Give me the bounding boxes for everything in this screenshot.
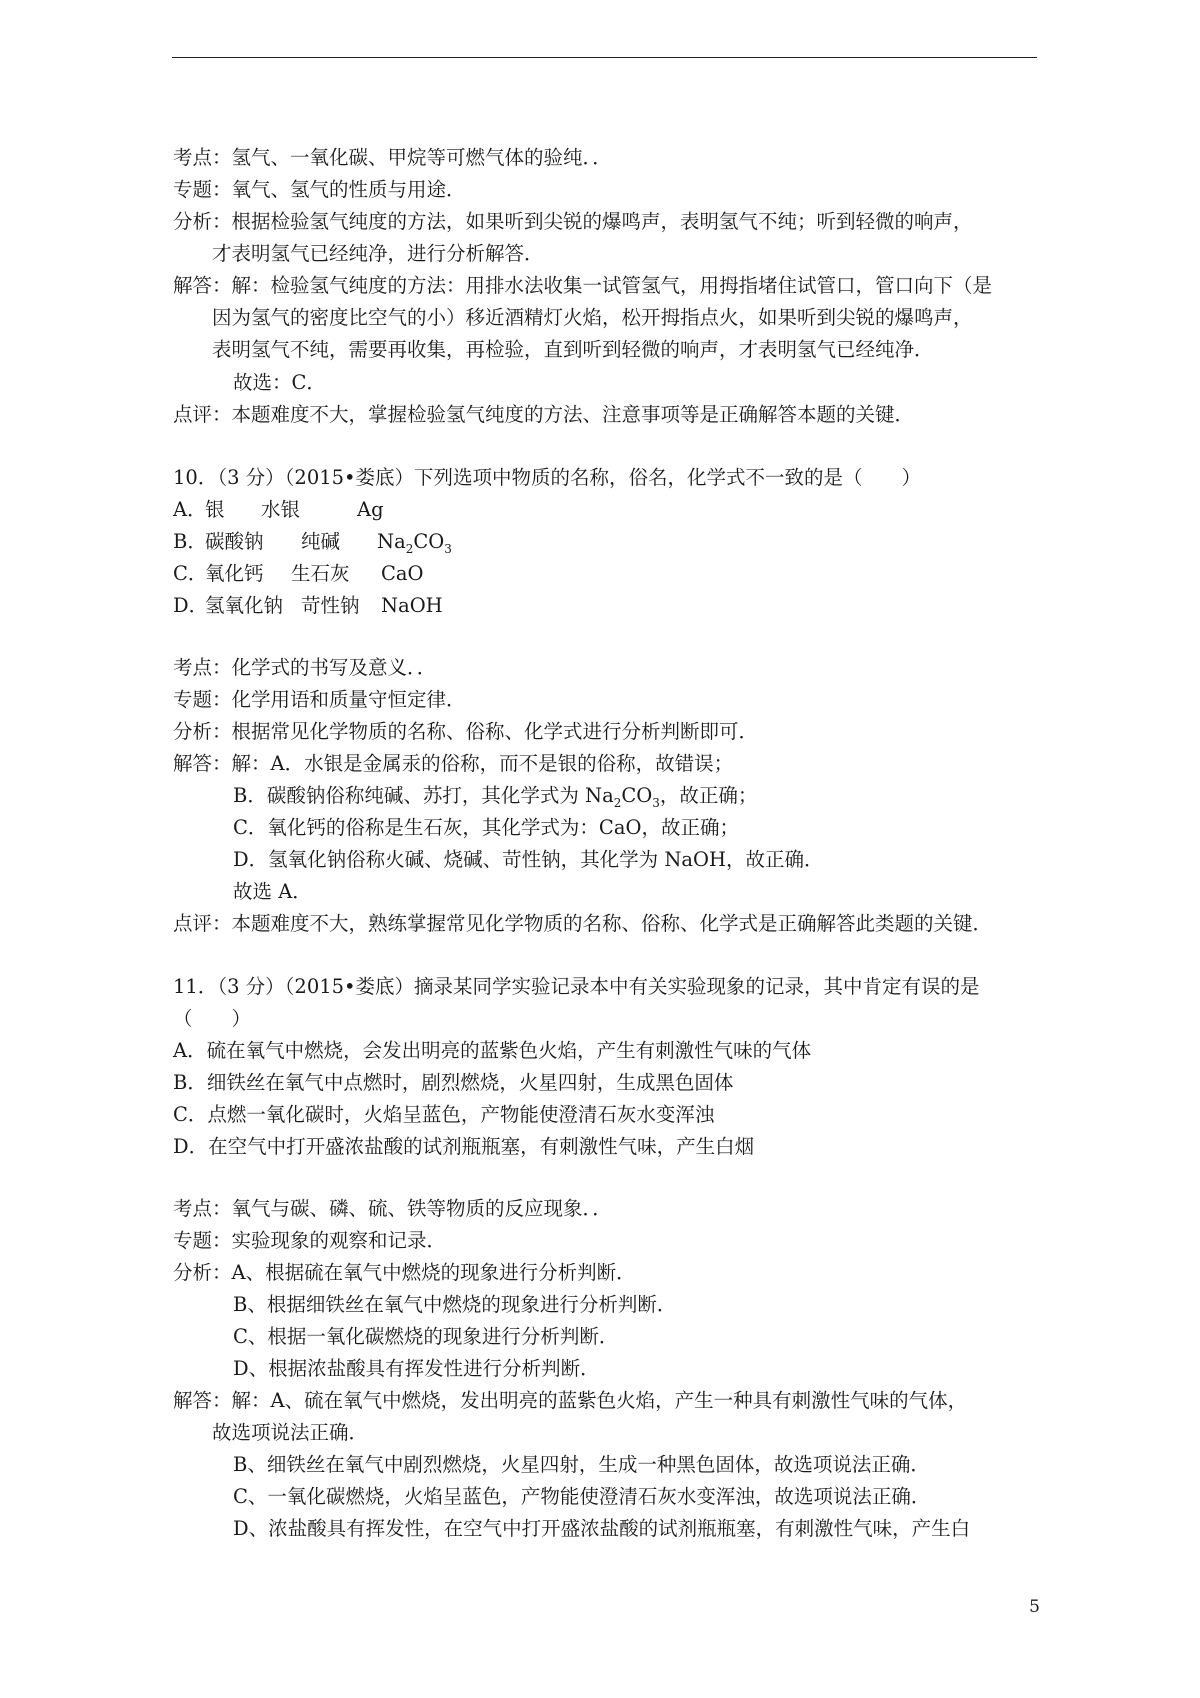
q11-jieda-line3: B、细铁丝在氧气中剧烈燃烧，火星四射，生成一种黑色固体，故选项说法正确．: [233, 1453, 930, 1476]
page-number: 5: [1029, 1597, 1040, 1617]
q10-jieda-line4: D．氢氧化钠俗称火碱、烧碱、苛性钠，其化学为 NaOH，故正确．: [233, 848, 824, 871]
q10-jieda-line3: C．氧化钙的俗称是生石灰，其化学式为：CaO，故正确；: [233, 816, 739, 839]
header-rule: [172, 57, 1037, 58]
q10-jieda-line2: B．碳酸钠俗称纯碱、苏打，其化学式为 $Na_2CO_3$，故正确；: [233, 784, 758, 810]
q11-jieda-line5: D、浓盐酸具有挥发性，在空气中打开盛浓盐酸的试剂瓶瓶塞，有刺激性气味，产生白: [233, 1517, 971, 1540]
option-common-name: 水银: [261, 498, 301, 521]
q11-fenxi-line3: C、根据一氧化碳燃烧的现象进行分析判断．: [233, 1325, 619, 1348]
q11-stem-line2: （ ）: [173, 1007, 252, 1030]
q9-fenxi-line2: 才表明氢气已经纯净，进行分析解答．: [212, 242, 544, 265]
q9-jieda-line3: 表明氢气不纯，需要再收集，再检验，直到听到轻微的响声，才表明氢气已经纯净．: [212, 338, 934, 361]
q10-jieda-line5: 故选 A．: [233, 880, 312, 903]
q11-zhuanti: 专题：实验现象的观察和记录．: [173, 1229, 447, 1252]
q11-fenxi-line1: 分析：A、根据硫在氧气中燃烧的现象进行分析判断．: [173, 1261, 636, 1284]
option-name: 氢氧化钠: [205, 594, 284, 617]
q11-option-c: C．点燃一氧化碳时，火焰呈蓝色，产物能使澄清石灰水变浑浊: [173, 1103, 715, 1126]
q10-jieda-line1: 解答：解：A．水银是金属汞的俗称，而不是银的俗称，故错误；: [173, 752, 734, 775]
q11-jieda-line2: 故选项说法正确．: [212, 1421, 369, 1444]
q9-kaodian: 考点：氢气、一氧化碳、甲烷等可燃气体的验纯．．: [173, 146, 612, 169]
q11-fenxi-line2: B、根据细铁丝在氧气中燃烧的现象进行分析判断．: [233, 1293, 677, 1316]
q10-option-a: [173, 498, 384, 522]
option-formula: CaO: [381, 562, 424, 585]
q10-zhuanti: 专题：化学用语和质量守恒定律．: [173, 688, 466, 711]
q10-option-d: [173, 594, 443, 618]
q11-kaodian: 考点：氧气与碳、磷、硫、铁等物质的反应现象．．: [173, 1197, 612, 1220]
q9-jieda-line1: 解答：解：检验氢气纯度的方法：用排水法收集一试管氢气，用拇指堵住试管口，管口向下（是: [173, 274, 993, 297]
q10-fenxi: 分析：根据常见化学物质的名称、俗称、化学式进行分析判断即可．: [173, 720, 759, 743]
q10-option-b: [173, 530, 452, 561]
option-letter: A．: [173, 498, 207, 521]
option-letter: B．: [173, 530, 207, 553]
option-common-name: 纯碱: [301, 530, 341, 553]
q11-jieda-line1: 解答：解：A、硫在氧气中燃烧，发出明亮的蓝紫色火焰，产生一种具有刺激性气味的气体，: [173, 1389, 968, 1412]
q9-dianping: 点评：本题难度不大，掌握检验氢气纯度的方法、注意事项等是正确解答本题的关键．: [173, 403, 915, 426]
q9-zhuanti: 专题：氧气、氢气的性质与用途．: [173, 178, 466, 201]
option-common-name: 生石灰: [291, 562, 350, 585]
option-letter: D．: [173, 594, 209, 617]
q10-kaodian: 考点：化学式的书写及意义．．: [173, 656, 437, 679]
q10-option-c: [173, 562, 424, 586]
q10-dianping: 点评：本题难度不大，熟练掌握常见化学物质的名称、俗称、化学式是正确解答此类题的关键．: [173, 912, 993, 935]
q11-option-b: B．细铁丝在氧气中点燃时，剧烈燃烧，火星四射，生成黑色固体: [173, 1071, 734, 1094]
option-formula: NaOH: [381, 594, 443, 617]
q11-stem-line1: 11．（3 分）（2015•娄底）摘录某同学实验记录本中有关实验现象的记录，其中肯定有误的是: [173, 975, 980, 998]
q9-jieda-line2: 因为氢气的密度比空气的小）移近酒精灯火焰，松开拇指点火，如果听到尖锐的爆鸣声，: [212, 306, 973, 329]
q9-fenxi-line1: 分析：根据检验氢气纯度的方法，如果听到尖锐的爆鸣声，表明氢气不纯；听到轻微的响声，: [173, 210, 973, 233]
q11-fenxi-line4: D、根据浓盐酸具有挥发性进行分析判断．: [233, 1357, 600, 1380]
option-name: 银: [205, 498, 225, 521]
option-name: 氧化钙: [205, 562, 264, 585]
q10-stem: 10．（3 分）（2015•娄底）下列选项中物质的名称，俗名，化学式不一致的是（ ）: [173, 466, 922, 489]
option-common-name: 苛性钠: [301, 594, 360, 617]
q9-jieda-line4: 故选：C．: [233, 371, 326, 394]
option-name: 碳酸钠: [205, 530, 264, 553]
option-letter: C．: [173, 562, 208, 585]
q11-option-a: A．硫在氧气中燃烧，会发出明亮的蓝紫色火焰，产生有刺激性气味的气体: [173, 1039, 812, 1062]
option-formula: $Na_2CO_3$: [377, 530, 452, 556]
option-formula: Ag: [357, 498, 384, 521]
q11-option-d: D．在空气中打开盛浓盐酸的试剂瓶瓶塞，有刺激性气味，产生白烟: [173, 1135, 755, 1158]
q11-jieda-line4: C、一氧化碳燃烧，火焰呈蓝色，产物能使澄清石灰水变浑浊，故选项说法正确．: [233, 1485, 931, 1508]
